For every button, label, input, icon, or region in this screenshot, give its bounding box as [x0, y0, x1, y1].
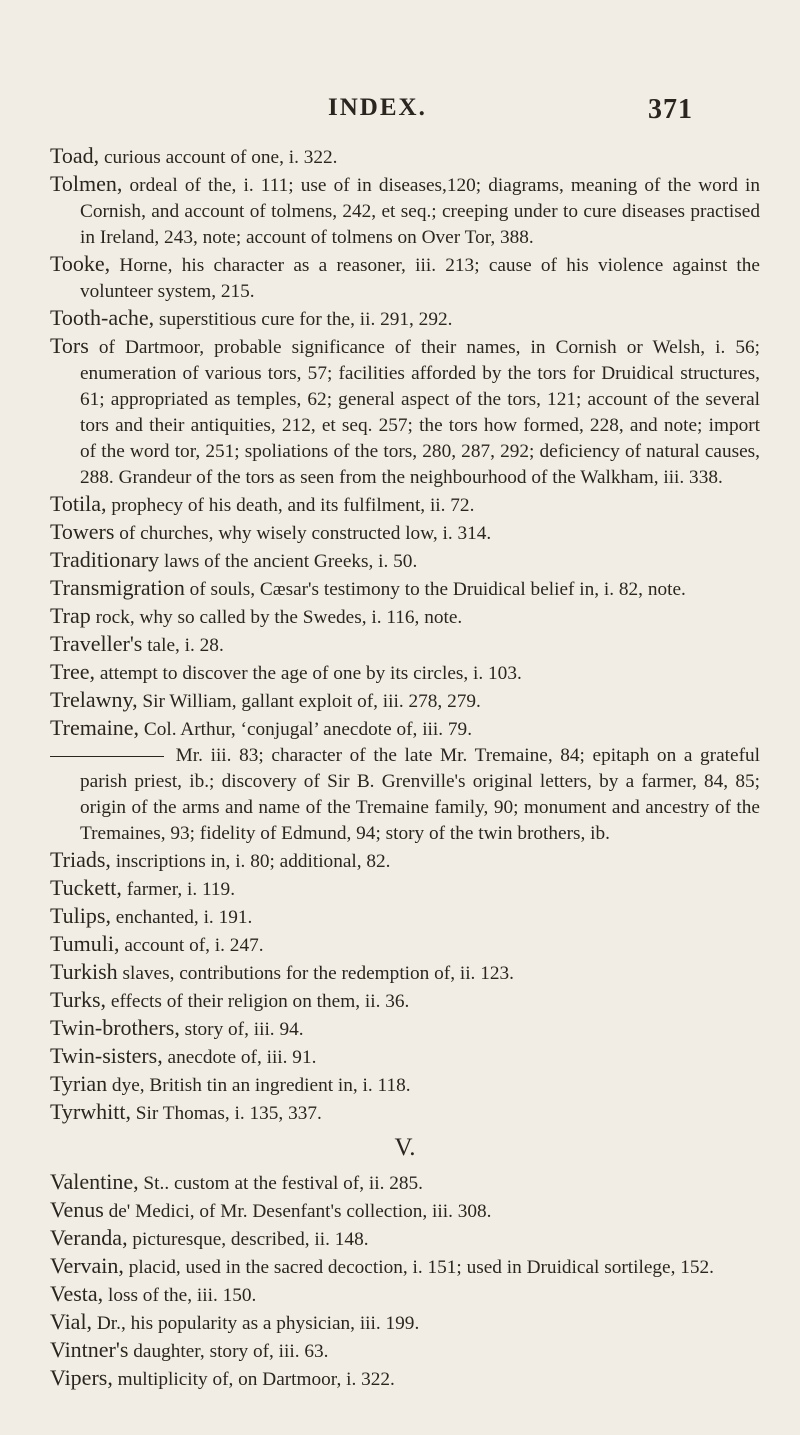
- index-entry: [50, 1281, 760, 1309]
- entry-headword: Towers: [50, 519, 115, 544]
- index-entry: [50, 1225, 760, 1253]
- index-entry: [50, 1253, 760, 1281]
- entry-text: of souls, Cæsar's testimony to the Druidical belief in, i. 82, note.: [184, 579, 686, 600]
- index-entry: [50, 847, 760, 875]
- page-number: 371: [648, 94, 693, 125]
- entry-headword: Valentine,: [50, 1169, 139, 1194]
- index-entry: [50, 1365, 760, 1393]
- entry-headword: Vintner's: [50, 1337, 129, 1362]
- entry-headword: Tuckett,: [50, 875, 122, 900]
- entry-headword: Vipers,: [50, 1365, 113, 1390]
- entry-headword: Triads,: [50, 847, 111, 872]
- entry-text: laws of the ancient Greeks, i. 50.: [159, 551, 418, 572]
- entry-text: effects of their religion on them, ii. 36.: [106, 991, 410, 1012]
- index-entry: [50, 1169, 760, 1197]
- entry-text: account of, i. 247.: [119, 935, 264, 956]
- entry-headword: Vervain,: [50, 1253, 124, 1278]
- index-entry: [50, 1309, 760, 1337]
- entry-headword: Tree,: [50, 659, 96, 684]
- index-entry: [50, 547, 760, 575]
- index-section-v: [50, 1169, 760, 1393]
- entry-text: prophecy of his death, and its fulfilment, ii. 72.: [106, 495, 475, 516]
- entry-headword: Tumuli,: [50, 931, 120, 956]
- index-entry: [50, 875, 760, 903]
- entry-headword: Trelawny,: [50, 687, 138, 712]
- entry-text: daughter, story of, iii. 63.: [128, 1341, 329, 1362]
- entry-headword: Traditionary: [50, 547, 160, 572]
- running-title: INDEX.: [328, 94, 427, 121]
- entry-text: inscriptions in, i. 80; additional, 82.: [110, 851, 391, 872]
- entry-text: de' Medici, of Mr. Desenfant's collection, iii. 308.: [103, 1201, 492, 1222]
- entry-headword: Transmigration: [50, 575, 185, 600]
- entry-headword: Trap: [50, 603, 91, 628]
- entry-text: of Dartmoor, probable significance of their names, in Cornish or Welsh, i. 56; enumeration of various tors, 57; facilities afforded by the tors for Druidical structures, 61; appropriated as temples, 62; general aspect of the tors, 121; account of the several tors and their antiquities, 212, et seq. 257; the tors how formed, 228, and note; import of the word tor, 251; spoliations of the tors, 280, 287, 292; deficiency of natural causes, 288. Grandeur of the tors as seen from the neighbourhood of the Walkham, iii. 338.: [80, 337, 760, 488]
- page-header: [0, 94, 800, 134]
- index-entry: [50, 1337, 760, 1365]
- entry-headword: Traveller's: [50, 631, 143, 656]
- index-entry: [50, 333, 760, 491]
- index-entry: [50, 171, 760, 251]
- index-entry: [50, 903, 760, 931]
- index-entry: [50, 519, 760, 547]
- entry-text: St.. custom at the festival of, ii. 285.: [138, 1173, 423, 1194]
- entry-text: curious account of one, i. 322.: [99, 147, 338, 168]
- index-entry: [50, 575, 760, 603]
- index-entry: [50, 491, 760, 519]
- entry-text: placid, used in the sacred decoction, i. 151; used in Druidical sortilege, 152.: [123, 1257, 714, 1278]
- entry-text: Col. Arthur, ‘conjugal’ anecdote of, iii. 79.: [139, 719, 473, 740]
- entry-headword: Tyrian: [50, 1071, 108, 1096]
- index-entry: [50, 1015, 760, 1043]
- index-entry: [50, 1099, 760, 1127]
- entry-headword: Tremaine,: [50, 715, 140, 740]
- entry-headword: Twin-sisters,: [50, 1043, 163, 1068]
- entry-text: story of, iii. 94.: [179, 1019, 304, 1040]
- index-entry: [50, 1043, 760, 1071]
- index-entries: [50, 143, 760, 1393]
- entry-headword: Tulips,: [50, 903, 111, 928]
- entry-text: anecdote of, iii. 91.: [162, 1047, 317, 1068]
- entry-text: Mr. iii. 83; character of the late Mr. Tremaine, 84; epitaph on a grateful parish priest, ib.; discovery of Sir B. Grenville's original letters, by a farmer, 84, 85; origin of the arms and name of the Tremaine family, 90; monument and ancestry of the Tremaines, 93; fidelity of Edmund, 94; story of the twin brothers, ib.: [80, 745, 760, 844]
- entry-headword: Tooth-ache,: [50, 305, 155, 330]
- entry-headword: Vial,: [50, 1309, 93, 1334]
- entry-headword: Tors: [50, 333, 89, 358]
- entry-text: tale, i. 28.: [142, 635, 224, 656]
- index-entry: [50, 959, 760, 987]
- entry-headword: Veranda,: [50, 1225, 128, 1250]
- entry-headword: Turks,: [50, 987, 107, 1012]
- entry-headword: Turkish: [50, 959, 118, 984]
- index-entry: [50, 743, 760, 847]
- index-entry: [50, 305, 760, 333]
- entry-text: dye, British tin an ingredient in, i. 118.: [107, 1075, 411, 1096]
- entry-text: farmer, i. 119.: [121, 879, 236, 900]
- entry-text: enchanted, i. 191.: [110, 907, 253, 928]
- entry-headword: Toad,: [50, 143, 100, 168]
- entry-headword: Vesta,: [50, 1281, 104, 1306]
- index-entry: [50, 143, 760, 171]
- index-entry: [50, 1071, 760, 1099]
- entry-headword: Tyrwhitt,: [50, 1099, 131, 1124]
- entry-headword: Twin-brothers,: [50, 1015, 180, 1040]
- entry-text: picturesque, described, ii. 148.: [127, 1229, 369, 1250]
- entry-text: attempt to discover the age of one by its circles, i. 103.: [95, 663, 522, 684]
- entry-text: Dr., his popularity as a physician, iii. 199.: [92, 1313, 420, 1334]
- entry-text: rock, why so called by the Swedes, i. 116, note.: [90, 607, 463, 628]
- entry-text: slaves, contributions for the redemption of, ii. 123.: [117, 963, 514, 984]
- entry-headword: Totila,: [50, 491, 107, 516]
- entry-text: of churches, why wisely constructed low, i. 314.: [114, 523, 492, 544]
- entry-text: superstitious cure for the, ii. 291, 292.: [154, 309, 453, 330]
- entry-text: Sir William, gallant exploit of, iii. 278, 279.: [137, 691, 481, 712]
- index-section-t: [50, 143, 760, 1127]
- entry-text: loss of the, iii. 150.: [103, 1285, 257, 1306]
- entry-text: Horne, his character as a reasoner, iii. 213; cause of his violence against the volunteer system, 215.: [80, 255, 760, 302]
- ditto-dash: [50, 756, 164, 757]
- entry-text: Sir Thomas, i. 135, 337.: [130, 1103, 322, 1124]
- entry-text: multiplicity of, on Dartmoor, i. 322.: [112, 1369, 395, 1390]
- index-entry: [50, 603, 760, 631]
- index-entry: [50, 687, 760, 715]
- entry-headword: Tolmen,: [50, 171, 123, 196]
- index-entry: [50, 659, 760, 687]
- entry-headword: Tooke,: [50, 251, 111, 276]
- entry-text: ordeal of the, i. 111; use of in diseases,120; diagrams, meaning of the word in Cornish, and account of tolmens, 242, et seq.; creeping under to cure diseases practised in Ireland, 243, note; account of tolmens on Over Tor, 388.: [80, 175, 760, 248]
- index-entry: [50, 631, 760, 659]
- index-entry: [50, 1197, 760, 1225]
- index-entry: [50, 987, 760, 1015]
- section-letter-v: V.: [394, 1134, 416, 1161]
- entry-headword: Venus: [50, 1197, 104, 1222]
- index-entry: [50, 251, 760, 305]
- index-entry: [50, 715, 760, 743]
- index-entry: [50, 931, 760, 959]
